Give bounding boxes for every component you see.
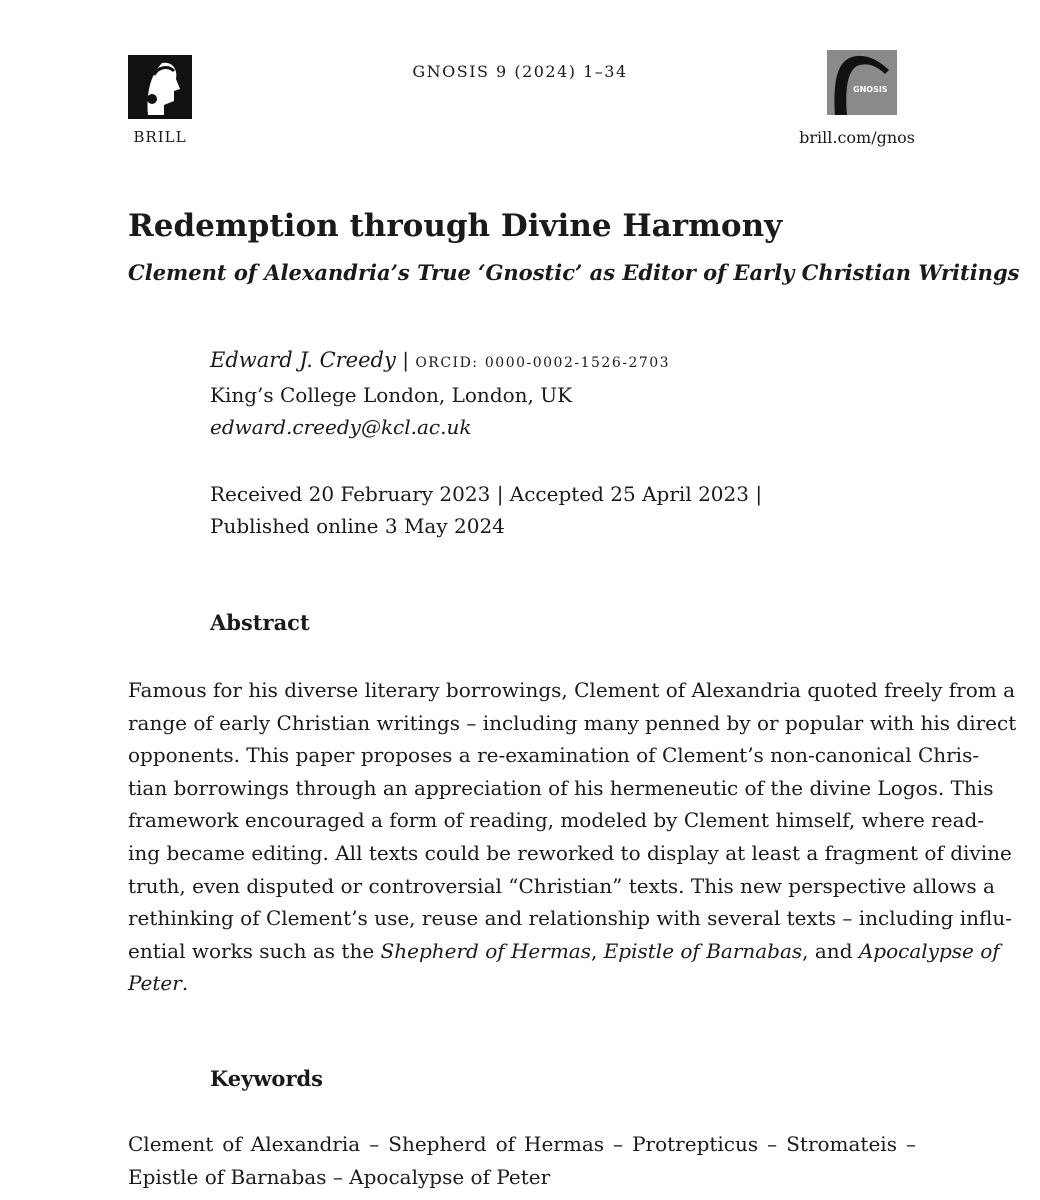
abstract-text: , and bbox=[802, 938, 859, 963]
abstract-text: Famous for his diverse literary borrowings, Clement of Alexandria quoted freely from a bbox=[128, 678, 1016, 702]
article-subtitle: Clement of Alexandria’s True ‘Gnostic’ as Editor of Early Christian Writings bbox=[128, 260, 1020, 285]
gnosis-journal-logo bbox=[827, 50, 897, 115]
abstract-text: Epistle of Barnabas bbox=[603, 938, 803, 963]
abstract-text: truth, even disputed or controversial “Christian” texts. This new perspective allows a bbox=[128, 873, 995, 898]
abstract-line bbox=[128, 674, 1016, 707]
abstract-line bbox=[128, 739, 980, 772]
abstract-text: rethinking of Clement’s use, reuse and relationship with several texts – including influ- bbox=[128, 906, 1013, 931]
journal-citation: GNOSIS 9 (2024) 1–34 bbox=[412, 62, 628, 81]
orcid-id[interactable]: 0000-0002-1526-2703 bbox=[484, 355, 671, 371]
abstract-line bbox=[128, 902, 1013, 935]
abstract-text: Shepherd of Hermas bbox=[380, 938, 591, 963]
keywords-heading: Keywords bbox=[210, 1066, 324, 1091]
keywords-text: Clement of Alexandria – Shepherd of Hermas – Protrepticus – Stromateis – bbox=[128, 1132, 916, 1156]
abstract-line bbox=[128, 870, 995, 903]
abstract-line bbox=[128, 837, 1012, 870]
keywords-list bbox=[128, 1128, 916, 1193]
author-name: Edward J. Creedy bbox=[210, 348, 396, 372]
abstract-text: Peter bbox=[128, 971, 182, 996]
abstract-line bbox=[128, 772, 994, 805]
author-email[interactable]: edward.creedy@kcl.ac.uk bbox=[210, 415, 472, 439]
affiliation: King’s College London, London, UK bbox=[210, 383, 573, 407]
dates-line-1: Received 20 February 2023 | Accepted 25 April 2023 | bbox=[210, 482, 763, 506]
keywords-text: Epistle of Barnabas – Apocalypse of Peter bbox=[128, 1164, 551, 1189]
separator: | bbox=[402, 348, 409, 372]
abstract-line bbox=[128, 707, 1017, 740]
abstract-line bbox=[128, 935, 1000, 968]
author-line bbox=[210, 348, 670, 372]
abstract-text: ential works such as the bbox=[128, 938, 381, 963]
abstract-text: , bbox=[590, 938, 604, 963]
abstract-line bbox=[128, 804, 985, 837]
abstract-text: tian borrowings through an appreciation of his hermeneutic of the divine Logos. This bbox=[128, 775, 994, 800]
abstract-heading: Abstract bbox=[210, 610, 310, 635]
abstract-text: framework encouraged a form of reading, modeled by Clement himself, where read- bbox=[128, 808, 985, 833]
keywords-line bbox=[128, 1128, 916, 1161]
svg-text:GNOSIS: GNOSIS bbox=[853, 85, 888, 94]
journal-url[interactable]: brill.com/gnos bbox=[799, 128, 915, 147]
abstract-body bbox=[128, 674, 1017, 1000]
abstract-line bbox=[128, 967, 916, 1000]
orcid-label: ORCID: bbox=[415, 355, 479, 371]
dates-line-2: Published online 3 May 2024 bbox=[210, 514, 505, 538]
abstract-text: Apocalypse of bbox=[858, 938, 1000, 963]
abstract-text: opponents. This paper proposes a re-examination of Clement’s non-canonical Chris- bbox=[128, 743, 980, 768]
abstract-text: range of early Christian writings – including many penned by or popular with his direct bbox=[128, 710, 1017, 735]
publisher-name: BRILL bbox=[133, 128, 187, 146]
abstract-text: . bbox=[181, 971, 189, 996]
article-title: Redemption through Divine Harmony bbox=[128, 208, 783, 244]
keywords-line bbox=[128, 1161, 916, 1194]
abstract-text: ing became editing. All texts could be reworked to display at least a fragment of divine bbox=[128, 840, 1012, 865]
